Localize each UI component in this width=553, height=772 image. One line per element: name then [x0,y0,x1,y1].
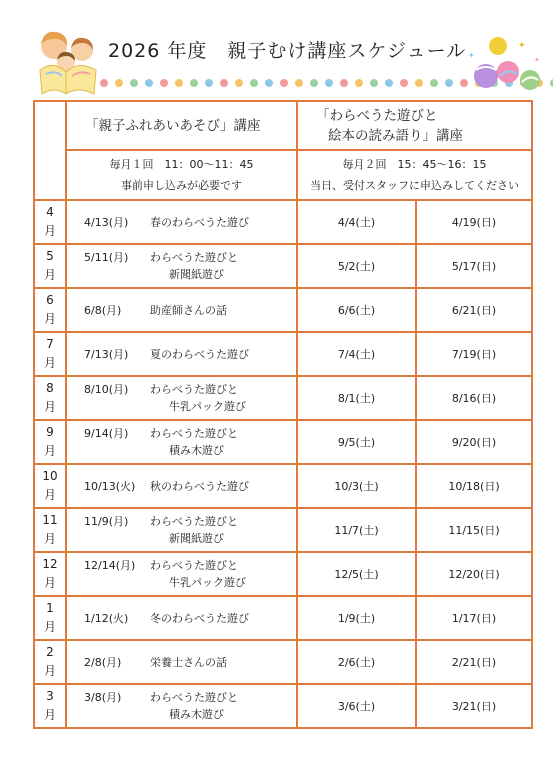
event-title: わらべうた遊びと [150,383,238,396]
divider-dot [385,79,393,87]
event-line [84,557,296,574]
month-suffix: 月 [43,268,56,282]
event-line [84,302,296,319]
event-title-line2: 新聞紙遊び [169,532,224,545]
month-number: 11 [42,513,58,527]
divider-dot [400,79,408,87]
event-cell [66,640,297,684]
month-suffix: 月 [43,664,56,678]
month-number: 8 [46,381,54,395]
divider-dot [370,79,378,87]
event-line [84,214,296,231]
month-suffix: 月 [43,532,56,546]
svg-text:✦: ✦ [468,51,475,60]
month-cell [34,376,66,420]
month-suffix: 月 [43,444,56,458]
event-title-line2: 牛乳パック遊び [169,400,246,413]
course2-schedule: 毎月２回 15：45～16：15 [342,158,487,171]
course1-title: 「親子ふれあいあそび」講座 [66,101,297,150]
event-date: 7/13(月) [84,347,129,361]
event-line [84,249,296,266]
svg-text:✦: ✦ [518,41,526,51]
course2-date-2: 12/20(日) [416,552,532,596]
course2-date-2: 1/17(日) [416,596,532,640]
schedule-table [33,100,533,729]
balls-decoration [460,30,550,98]
event-cell [66,200,297,244]
event-cell [66,288,297,332]
divider-dot [280,79,288,87]
divider-dot [100,79,108,87]
month-suffix: 月 [43,576,56,590]
table-row [34,244,532,288]
page-title: 2026 年度 親子むけ講座スケジュール [108,40,467,62]
divider-dot [265,79,273,87]
divider-dot [145,79,153,87]
month-suffix: 月 [43,312,56,326]
course2-date-1: 10/3(土) [297,464,416,508]
course2-date-1: 2/6(土) [297,640,416,684]
event-title: わらべうた遊びと [150,515,238,528]
course2-date-1: 7/4(土) [297,332,416,376]
event-date: 9/14(月) [84,427,129,440]
event-line [84,610,296,627]
event-line [84,425,296,442]
event-line [84,689,296,706]
event-title-line2: 積み木遊び [169,444,224,457]
month-cell [34,464,66,508]
month-suffix: 月 [43,356,56,370]
course2-date-2: 9/20(日) [416,420,532,464]
family-reading-illustration [36,28,100,98]
divider-dot [445,79,453,87]
table-row [34,508,532,552]
course1-note: 事前申し込みが必要です [121,179,242,192]
course2-date-1: 8/1(土) [297,376,416,420]
course2-date-2: 4/19(日) [416,200,532,244]
table-row [34,332,532,376]
event-title: わらべうた遊びと [150,251,238,264]
divider-dot [220,79,228,87]
event-title-line2: 新聞紙遊び [169,268,224,281]
event-date: 2/8(月) [84,655,122,669]
course2-date-1: 4/4(土) [297,200,416,244]
month-cell [34,200,66,244]
course2-date-1: 11/7(土) [297,508,416,552]
corner-cell [34,101,66,200]
event-date: 8/10(月) [84,383,129,396]
month-number: 4 [46,205,54,219]
event-line [84,513,296,530]
month-cell [34,420,66,464]
event-title: 秋のわらべうた遊び [150,479,249,493]
event-date: 10/13(火) [84,479,136,493]
header [0,0,553,100]
event-line [84,346,296,363]
event-cell [66,464,297,508]
table-row [34,640,532,684]
month-suffix: 月 [43,224,56,238]
month-suffix: 月 [43,620,56,634]
divider-dot [340,79,348,87]
month-number: 6 [46,293,54,307]
course1-schedule: 毎月１回 11：00～11：45 [109,158,254,171]
month-suffix: 月 [43,708,56,722]
course2-date-1: 1/9(土) [297,596,416,640]
event-date: 5/11(月) [84,251,129,264]
table-row [34,288,532,332]
month-number: 7 [46,337,54,351]
table-row [34,376,532,420]
event-line [84,478,296,495]
course2-title [297,101,532,150]
course-title-row [34,101,532,150]
divider-dot [160,79,168,87]
divider-dot [295,79,303,87]
event-cell [66,420,297,464]
event-date: 11/9(月) [84,515,129,528]
event-title: 夏のわらべうた遊び [150,347,249,361]
course2-date-2: 10/18(日) [416,464,532,508]
event-title-line2: 牛乳パック遊び [169,576,246,589]
course2-date-1: 3/6(土) [297,684,416,728]
event-date: 6/8(月) [84,303,122,317]
course2-date-2: 5/17(日) [416,244,532,288]
month-number: 1 [46,601,54,615]
table-row [34,552,532,596]
event-cell [66,596,297,640]
month-number: 12 [42,557,58,571]
month-number: 9 [46,425,54,439]
divider-dot [250,79,258,87]
month-number: 5 [46,249,54,263]
course2-date-1: 9/5(土) [297,420,416,464]
event-title: わらべうた遊びと [150,427,238,440]
event-cell [66,376,297,420]
event-date: 4/13(月) [84,215,129,229]
event-title: わらべうた遊びと [150,559,238,572]
course2-date-2: 8/16(日) [416,376,532,420]
month-cell [34,640,66,684]
divider-dot [175,79,183,87]
event-date: 3/8(月) [84,691,122,704]
event-date: 12/14(月) [84,559,136,572]
month-cell [34,508,66,552]
course2-date-2: 3/21(日) [416,684,532,728]
month-cell [34,552,66,596]
course2-title-line2: 絵本の読み語り」講座 [328,127,463,144]
divider-dot [430,79,438,87]
course2-date-2: 6/21(日) [416,288,532,332]
event-title: 冬のわらべうた遊び [150,611,249,625]
divider-dot [415,79,423,87]
event-cell [66,552,297,596]
divider-dot [355,79,363,87]
month-cell [34,288,66,332]
event-title: 助産師さんの話 [150,303,227,317]
month-number: 10 [42,469,58,483]
table-row [34,464,532,508]
course2-info [297,150,532,200]
table-row [34,200,532,244]
table-row [34,420,532,464]
course2-date-2: 11/15(日) [416,508,532,552]
course2-date-1: 5/2(土) [297,244,416,288]
month-number: 2 [46,645,54,659]
event-line [84,654,296,671]
course2-date-1: 6/6(土) [297,288,416,332]
course2-date-2: 7/19(日) [416,332,532,376]
svg-text:✦: ✦ [534,56,540,64]
divider-dot [115,79,123,87]
event-title: 春のわらべうた遊び [150,215,249,229]
month-cell [34,684,66,728]
course2-date-2: 2/21(日) [416,640,532,684]
event-cell [66,684,297,728]
event-title: わらべうた遊びと [150,691,238,704]
course-info-row [34,150,532,200]
table-row [34,596,532,640]
divider-dot [310,79,318,87]
month-number: 3 [46,689,54,703]
event-title: 栄養士さんの話 [150,655,227,669]
table-row [34,684,532,728]
month-suffix: 月 [43,488,56,502]
divider-dot [190,79,198,87]
event-cell [66,244,297,288]
divider-dot [325,79,333,87]
event-date: 1/12(火) [84,611,129,625]
course2-title-line1: 「わらべうた遊びと [316,107,438,124]
event-line [84,381,296,398]
divider-dot [205,79,213,87]
month-cell [34,332,66,376]
month-suffix: 月 [43,400,56,414]
event-title-line2: 積み木遊び [169,708,224,721]
divider-dot [130,79,138,87]
event-cell [66,508,297,552]
course1-info [66,150,297,200]
event-cell [66,332,297,376]
course2-date-1: 12/5(土) [297,552,416,596]
month-cell [34,244,66,288]
course2-note: 当日、受付スタッフに申込みしてください [310,179,519,192]
divider-dot [235,79,243,87]
month-cell [34,596,66,640]
